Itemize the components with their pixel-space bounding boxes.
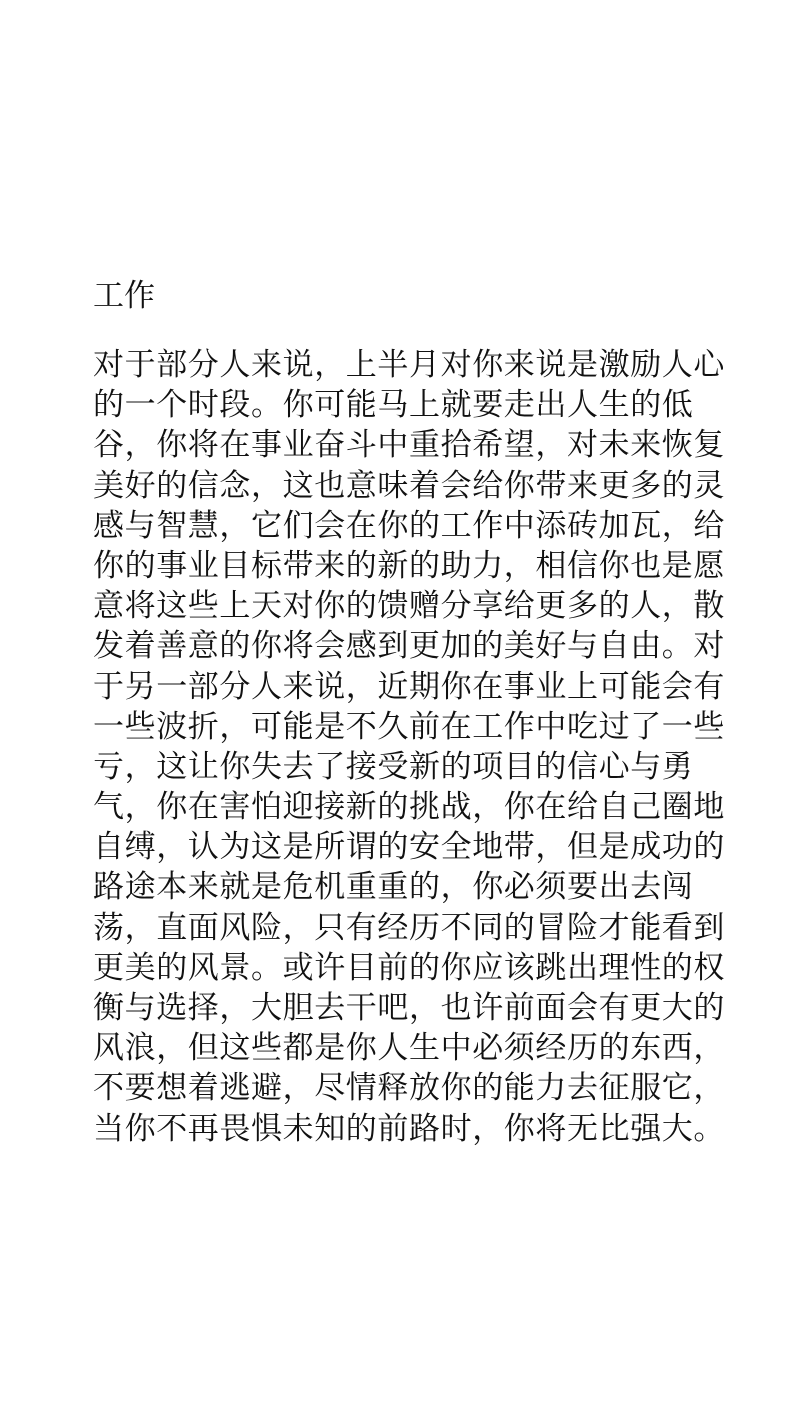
text-line: 谷，你将在事业奋斗中重拾希望，对未来恢复 <box>93 427 725 464</box>
text-line: 意将这些上天对你的馈赠分享给更多的人，散 <box>93 588 725 625</box>
body-paragraph <box>93 345 725 1149</box>
text-line: 自缚，认为这是所谓的安全地带，但是成功的 <box>93 829 725 866</box>
text-line: 更美的风景。或许目前的你应该跳出理性的权 <box>93 949 725 986</box>
text-line: 于另一部分人来说，近期你在事业上可能会有 <box>93 668 725 705</box>
text-line: 风浪，但这些都是你人生中必须经历的东西， <box>93 1030 725 1067</box>
section-title: 工作 <box>93 278 155 314</box>
text-line: 一些波折，可能是不久前在工作中吃过了一些 <box>93 708 725 745</box>
text-line: 你的事业目标带来的新的助力，相信你也是愿 <box>93 547 725 584</box>
text-line: 对于部分人来说，上半月对你来说是激励人心 <box>93 347 725 383</box>
text-line: 路途本来就是危机重重的，你必须要出去闯 <box>93 869 694 906</box>
text-line: 发着善意的你将会感到更加的美好与自由。对 <box>93 628 725 665</box>
text-line: 美好的信念，这也意味着会给你带来更多的灵 <box>93 467 725 504</box>
text-line: 感与智慧，它们会在你的工作中添砖加瓦，给 <box>93 507 725 544</box>
text-line: 衡与选择，大胆去干吧，也许前面会有更大的 <box>93 990 725 1026</box>
text-line: 荡，直面风险，只有经历不同的冒险才能看到 <box>93 909 725 946</box>
text-line: 不要想着逃避，尽情释放你的能力去征服它， <box>93 1070 725 1107</box>
text-line: 亏，这让你失去了接受新的项目的信心与勇 <box>93 748 694 785</box>
text-line: 气，你在害怕迎接新的挑战，你在给自己圈地 <box>93 789 725 826</box>
text-line: 当你不再畏惧未知的前路时，你将无比强大。 <box>93 1110 725 1147</box>
text-line: 的一个时段。你可能马上就要走出人生的低 <box>93 387 694 424</box>
